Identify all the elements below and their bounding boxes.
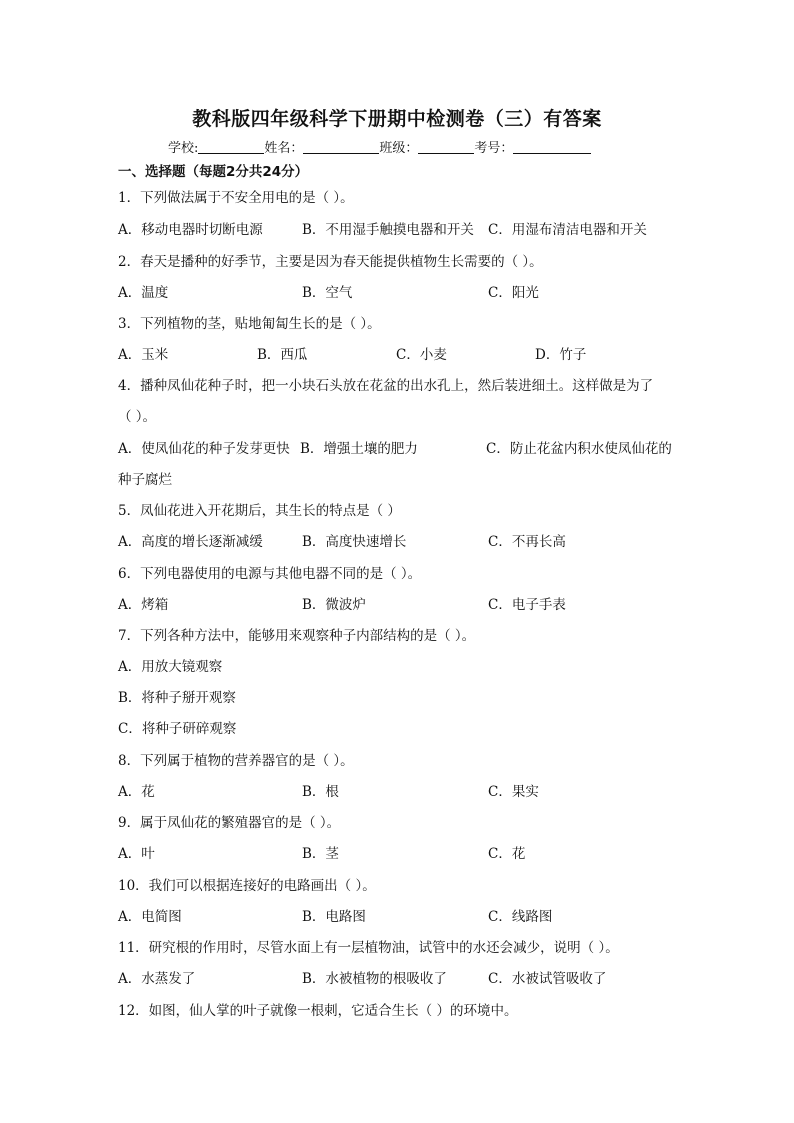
q10-option-c[interactable]: C．线路图	[488, 909, 553, 925]
page-title: 教科版四年级科学下册期中检测卷（三）有答案	[192, 108, 602, 130]
q4-option-a[interactable]: A．使凤仙花的种子发芽更快	[118, 441, 290, 457]
q10-option-a[interactable]: A．电简图	[118, 909, 182, 925]
exam-no-blank[interactable]	[513, 139, 591, 154]
q5-option-a[interactable]: A．高度的增长逐渐减缓	[118, 534, 263, 550]
q5-option-c[interactable]: C．不再长高	[488, 534, 566, 550]
q2-option-c[interactable]: C．阳光	[488, 285, 539, 301]
q1-option-a[interactable]: A．移动电器时切断电源	[118, 222, 263, 238]
school-label: 学校:	[168, 141, 199, 156]
q11-option-b[interactable]: B．水被植物的根吸收了	[302, 971, 447, 987]
class-blank[interactable]	[418, 139, 474, 154]
q2-option-a[interactable]: A．温度	[118, 285, 169, 301]
question-4: 4．播种凤仙花种子时，把一小块石头放在花盆的出水孔上，然后装进细土。这样做是为了	[118, 378, 654, 394]
q8-option-a[interactable]: A．花	[118, 784, 155, 800]
question-2: 2．春天是播种的好季节，主要是因为春天能提供植物生长需要的（ ）。	[118, 254, 543, 270]
q8-option-b[interactable]: B．根	[302, 784, 339, 800]
question-12: 12．如图，仙人掌的叶子就像一根刺，它适合生长（ ）的环境中。	[118, 1003, 518, 1019]
q1-option-b[interactable]: B．不用湿手触摸电器和开关	[302, 222, 474, 238]
q5-option-b[interactable]: B．高度快速增长	[302, 534, 407, 550]
question-8: 8．下列属于植物的营养器官的是（ ）。	[118, 753, 354, 769]
question-4-cont: （ ）。	[118, 409, 157, 425]
q3-option-a[interactable]: A．玉米	[118, 347, 169, 363]
q4-option-c[interactable]: C．防止花盆内积水使凤仙花的	[486, 441, 672, 457]
q10-option-b[interactable]: B．电路图	[302, 909, 366, 925]
question-3: 3．下列植物的茎，贴地匍匐生长的是（ ）。	[118, 316, 381, 332]
q6-option-a[interactable]: A．烤箱	[118, 597, 169, 613]
q4-option-c-wrap: 种子腐烂	[118, 472, 172, 488]
q11-option-a[interactable]: A．水蒸发了	[118, 971, 196, 987]
q9-option-c[interactable]: C．花	[488, 846, 526, 862]
q7-option-a[interactable]: A．用放大镜观察	[118, 659, 223, 675]
q7-option-b[interactable]: B．将种子掰开观察	[118, 690, 236, 706]
student-info-line	[168, 137, 591, 156]
question-9: 9．属于凤仙花的繁殖器官的是（ ）。	[118, 815, 341, 831]
exam-no-label: 考号：	[474, 141, 514, 156]
question-6: 6．下列电器使用的电源与其他电器不同的是（ ）。	[118, 566, 422, 582]
q9-option-b[interactable]: B．茎	[302, 846, 339, 862]
name-label: 姓名：	[264, 141, 304, 156]
q3-option-d[interactable]: D．竹子	[535, 347, 587, 363]
section-heading: 一、选择题（每题2分共24分）	[118, 164, 309, 180]
q9-option-a[interactable]: A．叶	[118, 846, 155, 862]
question-5: 5．凤仙花进入开花期后，其生长的特点是（ ）	[118, 503, 401, 519]
q11-option-c[interactable]: C．水被试管吸收了	[488, 971, 607, 987]
question-10: 10．我们可以根据连接好的电路画出（ ）。	[118, 878, 376, 894]
q4-option-b[interactable]: B．增强土壤的肥力	[300, 441, 418, 457]
q3-option-b[interactable]: B．西瓜	[257, 347, 308, 363]
name-blank[interactable]	[303, 139, 379, 154]
question-1: 1．下列做法属于不安全用电的是（ ）。	[118, 190, 354, 206]
class-label: 班级：	[379, 141, 419, 156]
q7-option-c[interactable]: C．将种子研碎观察	[118, 721, 237, 737]
q6-option-c[interactable]: C．电子手表	[488, 597, 566, 613]
q6-option-b[interactable]: B．微波炉	[302, 597, 366, 613]
school-blank[interactable]	[198, 139, 264, 154]
q2-option-b[interactable]: B．空气	[302, 285, 353, 301]
q3-option-c[interactable]: C．小麦	[396, 347, 447, 363]
question-11: 11．研究根的作用时，尽管水面上有一层植物油，试管中的水还会减少，说明（ ）。	[118, 940, 619, 956]
q1-option-c[interactable]: C．用湿布清洁电器和开关	[488, 222, 647, 238]
q8-option-c[interactable]: C．果实	[488, 784, 539, 800]
question-7: 7．下列各种方法中，能够用来观察种子内部结构的是（ ）。	[118, 628, 476, 644]
